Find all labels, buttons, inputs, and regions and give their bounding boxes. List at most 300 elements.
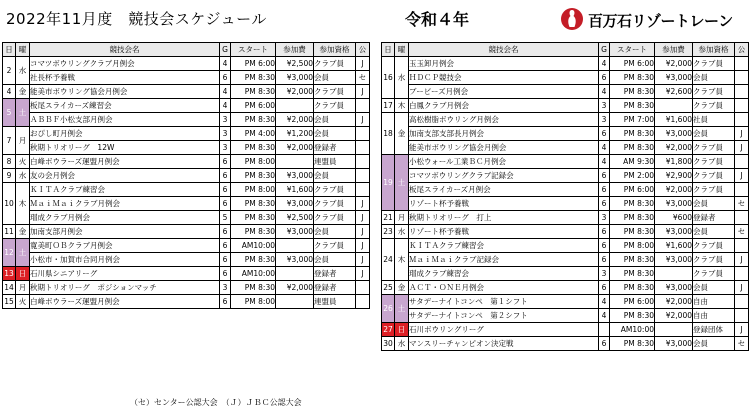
table-row — [382, 225, 749, 239]
table-row — [382, 323, 749, 337]
table-row — [382, 211, 749, 225]
official-mark-cell — [356, 169, 370, 183]
official-mark-cell — [356, 295, 370, 309]
event-name-cell: マンスリーチャンピオン決定戦 — [409, 337, 599, 351]
day-cell: 26 — [382, 295, 395, 323]
table-row — [382, 99, 749, 113]
table-row — [382, 253, 749, 267]
games-cell: 4 — [599, 295, 610, 309]
header — [0, 0, 750, 40]
qualification-cell: クラブ員 — [693, 99, 735, 113]
table-row — [382, 267, 749, 281]
event-name-cell: リゾート杯予養戦 — [409, 197, 599, 211]
table-row — [3, 99, 370, 113]
fee-cell: ¥3,000 — [276, 225, 314, 239]
start-time-cell: PM 8:30 — [610, 225, 655, 239]
start-time-cell: PM 8:30 — [231, 141, 276, 155]
qualification-cell: クラブ員 — [693, 85, 735, 99]
col-header-fee: 参加費 — [655, 43, 693, 57]
event-name-cell: リゾート杯予養戦 — [409, 225, 599, 239]
event-name-cell: ＫＩＴＡクラブ練習会 — [30, 183, 220, 197]
weekday-cell: 水 — [16, 57, 30, 85]
fee-cell: ¥3,000 — [276, 169, 314, 183]
fee-cell — [276, 99, 314, 113]
fee-cell: ¥1,200 — [276, 127, 314, 141]
fee-cell: ¥3,000 — [655, 281, 693, 295]
table-row — [3, 57, 370, 71]
fee-cell: ¥2,000 — [276, 141, 314, 155]
table-row — [3, 239, 370, 253]
games-cell: 4 — [220, 99, 231, 113]
table-row — [3, 155, 370, 169]
games-cell: 3 — [599, 267, 610, 281]
fee-cell: ¥3,000 — [655, 253, 693, 267]
official-mark-cell — [735, 295, 749, 309]
day-cell: 30 — [382, 337, 395, 351]
qualification-cell: 会員 — [314, 113, 356, 127]
col-header-games: G — [599, 43, 610, 57]
qualification-cell: 会員 — [314, 253, 356, 267]
start-time-cell: PM 6:00 — [231, 99, 276, 113]
fee-cell: ¥1,600 — [655, 239, 693, 253]
fee-cell: ¥2,600 — [655, 85, 693, 99]
official-mark-cell: J — [735, 169, 749, 183]
start-time-cell: PM 4:00 — [231, 127, 276, 141]
col-header-event: 競技会名 — [409, 43, 599, 57]
table-row — [382, 309, 749, 323]
table-row — [3, 211, 370, 225]
start-time-cell: PM 8:00 — [231, 155, 276, 169]
day-cell: 16 — [382, 57, 395, 99]
weekday-cell: 水 — [395, 337, 409, 351]
fee-cell — [655, 99, 693, 113]
official-mark-cell — [735, 113, 749, 127]
event-name-cell: コマツボウリングクラブ月例会 — [30, 57, 220, 71]
qualification-cell: 登録団体 — [693, 323, 735, 337]
fee-cell — [276, 295, 314, 309]
fee-cell: ¥2,000 — [276, 113, 314, 127]
weekday-cell: 金 — [395, 113, 409, 155]
page-title: 2022年11月度 競技会スケジュール — [6, 10, 267, 28]
qualification-cell: 会員 — [314, 169, 356, 183]
official-mark-cell: J — [735, 323, 749, 337]
table-row — [3, 169, 370, 183]
qualification-cell: 自由 — [693, 295, 735, 309]
event-name-cell: サタデーナイトコンペ 第１シフト — [409, 295, 599, 309]
games-cell: 3 — [599, 113, 610, 127]
official-mark-cell — [735, 309, 749, 323]
official-mark-cell — [735, 85, 749, 99]
event-name-cell: 加南支部月例会 — [30, 225, 220, 239]
qualification-cell: クラブ員 — [693, 141, 735, 155]
official-mark-cell — [735, 99, 749, 113]
fee-cell: ¥2,500 — [276, 57, 314, 71]
qualification-cell: 登録者 — [314, 281, 356, 295]
day-cell: 21 — [382, 211, 395, 225]
event-name-cell: 小松ウォール工業ＢＣ月例会 — [409, 155, 599, 169]
official-mark-cell — [735, 71, 749, 85]
games-cell: 4 — [599, 309, 610, 323]
official-mark-cell: セ — [735, 197, 749, 211]
start-time-cell: PM 8:00 — [231, 183, 276, 197]
weekday-cell: 水 — [395, 57, 409, 99]
official-mark-cell: セ — [735, 337, 749, 351]
qualification-cell: 会員 — [693, 225, 735, 239]
qualification-cell: 会員 — [693, 281, 735, 295]
games-cell: 6 — [220, 197, 231, 211]
table-row — [3, 85, 370, 99]
official-mark-cell: J — [356, 211, 370, 225]
games-cell: 4 — [220, 85, 231, 99]
col-header-start: スタート — [610, 43, 655, 57]
era-label: 令和４年 — [405, 10, 470, 29]
start-time-cell: PM 7:00 — [610, 113, 655, 127]
weekday-cell: 月 — [395, 211, 409, 225]
qualification-cell: 会員 — [693, 71, 735, 85]
start-time-cell: PM 8:30 — [610, 267, 655, 281]
official-mark-cell: J — [356, 197, 370, 211]
start-time-cell: PM 6:00 — [610, 183, 655, 197]
qualification-cell: クラブ員 — [693, 155, 735, 169]
fee-cell — [276, 239, 314, 253]
qualification-cell: 会員 — [693, 127, 735, 141]
fee-cell — [276, 267, 314, 281]
table-row — [3, 253, 370, 267]
official-mark-cell: J — [356, 113, 370, 127]
qualification-cell: 会員 — [693, 337, 735, 351]
event-name-cell: ブービーズ月例会 — [409, 85, 599, 99]
start-time-cell: PM 8:00 — [231, 295, 276, 309]
logo-text: 百万石リゾートレーン — [588, 12, 733, 30]
start-time-cell: AM10:00 — [610, 323, 655, 337]
weekday-cell: 土 — [16, 99, 30, 127]
start-time-cell: AM10:00 — [231, 267, 276, 281]
event-name-cell: 能美市ボウリング協会月例会 — [409, 141, 599, 155]
games-cell: 4 — [220, 57, 231, 71]
fee-cell: ¥3,000 — [655, 71, 693, 85]
event-name-cell: 板尾スライカーズ月例会 — [409, 183, 599, 197]
qualification-cell: クラブ員 — [314, 85, 356, 99]
event-name-cell: ＡＣＴ・ＯＮＥ月例会 — [409, 281, 599, 295]
weekday-cell: 土 — [16, 239, 30, 267]
event-name-cell: ＭａｉＭａｉクラブ記録会 — [409, 253, 599, 267]
day-cell: 2 — [3, 57, 16, 85]
games-cell — [599, 323, 610, 337]
official-mark-cell — [735, 183, 749, 197]
start-time-cell: PM 8:30 — [610, 281, 655, 295]
qualification-cell: 登録者 — [314, 267, 356, 281]
fee-cell — [276, 155, 314, 169]
qualification-cell: クラブ員 — [693, 239, 735, 253]
fee-cell: ¥2,000 — [655, 295, 693, 309]
day-cell: 5 — [3, 99, 16, 127]
col-header-start: スタート — [231, 43, 276, 57]
start-time-cell: PM 8:30 — [231, 197, 276, 211]
fee-cell — [655, 267, 693, 281]
table-row — [382, 295, 749, 309]
start-time-cell: AM 9:30 — [610, 155, 655, 169]
games-cell: 4 — [599, 155, 610, 169]
day-cell: 8 — [3, 155, 16, 169]
official-mark-cell: J — [356, 253, 370, 267]
official-mark-cell — [356, 127, 370, 141]
event-name-cell: 寛美町ＯＢクラブ月例会 — [30, 239, 220, 253]
official-mark-cell: セ — [356, 71, 370, 85]
schedule-rows-left — [3, 57, 370, 309]
event-name-cell: 小松市・加賀市合同月例会 — [30, 253, 220, 267]
event-name-cell: 秋期トリオリーグ 打上 — [409, 211, 599, 225]
table-row — [3, 141, 370, 155]
games-cell: 5 — [220, 211, 231, 225]
games-cell: 3 — [220, 281, 231, 295]
weekday-cell: 金 — [16, 85, 30, 99]
fee-cell: ¥3,000 — [276, 253, 314, 267]
footer-note: （セ）センター公認大会 （Ｊ）ＪＢＣ公認大会 — [130, 398, 302, 407]
fee-cell: ¥2,000 — [276, 281, 314, 295]
fee-cell: ¥2,000 — [276, 85, 314, 99]
official-mark-cell — [356, 183, 370, 197]
weekday-cell: 日 — [395, 323, 409, 337]
qualification-cell: クラブ員 — [693, 183, 735, 197]
fee-cell: ¥2,000 — [655, 57, 693, 71]
table-row — [3, 127, 370, 141]
event-name-cell: ＨＤＣＰ競技会 — [409, 71, 599, 85]
day-cell: 25 — [382, 281, 395, 295]
games-cell: 6 — [220, 169, 231, 183]
official-mark-cell — [735, 239, 749, 253]
col-header-event: 競技会名 — [30, 43, 220, 57]
games-cell: 3 — [599, 99, 610, 113]
event-name-cell: 加南支部支部長月例会 — [409, 127, 599, 141]
games-cell: 6 — [220, 225, 231, 239]
col-header-games: G — [220, 43, 231, 57]
official-mark-cell — [356, 141, 370, 155]
qualification-cell: クラブ員 — [314, 239, 356, 253]
start-time-cell: PM 8:30 — [610, 71, 655, 85]
table-row — [3, 71, 370, 85]
table-row — [3, 225, 370, 239]
table-row — [382, 239, 749, 253]
qualification-cell: 自由 — [693, 309, 735, 323]
col-header-weekday: 曜 — [16, 43, 30, 57]
weekday-cell: 木 — [395, 239, 409, 281]
games-cell: 3 — [220, 113, 231, 127]
event-name-cell: 秋期トリオリーグ ポジションマッチ — [30, 281, 220, 295]
event-name-cell: 玉玉卸月例会 — [409, 57, 599, 71]
col-header-official: 公 — [356, 43, 370, 57]
start-time-cell: PM 2:00 — [610, 169, 655, 183]
official-mark-cell: J — [735, 253, 749, 267]
games-cell: 6 — [599, 183, 610, 197]
weekday-cell: 月 — [16, 281, 30, 295]
table-row — [3, 183, 370, 197]
start-time-cell: PM 6:00 — [610, 295, 655, 309]
table-row — [382, 281, 749, 295]
day-cell: 12 — [3, 239, 16, 267]
start-time-cell: PM 8:30 — [610, 99, 655, 113]
weekday-cell: 金 — [16, 225, 30, 239]
event-name-cell: 秋期トリオリーグ 12W — [30, 141, 220, 155]
table-row — [382, 197, 749, 211]
table-row — [382, 183, 749, 197]
table-row — [382, 113, 749, 127]
qualification-cell: クラブ員 — [693, 57, 735, 71]
schedule-rows-right — [382, 57, 749, 351]
event-name-cell: 白峰ボウラーズ運盟月例会 — [30, 295, 220, 309]
table-row — [382, 141, 749, 155]
qualification-cell: クラブ員 — [314, 99, 356, 113]
fee-cell: ¥2,000 — [655, 183, 693, 197]
weekday-cell: 木 — [395, 99, 409, 113]
event-name-cell: 板尾スライカーズ練習会 — [30, 99, 220, 113]
event-name-cell: 瑁成クラブ月例会 — [30, 211, 220, 225]
qualification-cell: 社員 — [693, 113, 735, 127]
official-mark-cell: J — [356, 225, 370, 239]
official-mark-cell: J — [735, 127, 749, 141]
weekday-cell: 水 — [395, 225, 409, 239]
qualification-cell: クラブ員 — [314, 197, 356, 211]
weekday-cell: 水 — [16, 169, 30, 183]
official-mark-cell: J — [735, 141, 749, 155]
event-name-cell: 石川県シニアリーグ — [30, 267, 220, 281]
games-cell: 6 — [599, 239, 610, 253]
qualification-cell: 会員 — [693, 197, 735, 211]
table-row — [382, 155, 749, 169]
start-time-cell: PM 8:30 — [610, 211, 655, 225]
start-time-cell: PM 8:30 — [610, 337, 655, 351]
fee-cell: ¥3,000 — [276, 71, 314, 85]
qualification-cell: クラブ員 — [693, 267, 735, 281]
day-cell: 11 — [3, 225, 16, 239]
fee-cell: ¥2,500 — [276, 211, 314, 225]
bowling-pin-icon — [560, 5, 584, 33]
fee-cell: ¥1,600 — [276, 183, 314, 197]
table-row — [382, 127, 749, 141]
qualification-cell: クラブ員 — [693, 169, 735, 183]
games-cell: 6 — [599, 253, 610, 267]
games-cell: 3 — [220, 141, 231, 155]
fee-cell: ¥3,000 — [655, 197, 693, 211]
event-name-cell: 白鳳クラブ月例会 — [409, 99, 599, 113]
start-time-cell: PM 8:30 — [610, 127, 655, 141]
official-mark-cell — [735, 57, 749, 71]
table-row — [3, 197, 370, 211]
schedule-table-right — [381, 42, 749, 351]
table-row — [3, 295, 370, 309]
fee-cell: ¥2,900 — [655, 169, 693, 183]
table-row — [382, 85, 749, 99]
start-time-cell: PM 8:30 — [231, 281, 276, 295]
qualification-cell: 連盟員 — [314, 155, 356, 169]
col-header-official: 公 — [735, 43, 749, 57]
start-time-cell: PM 8:30 — [610, 253, 655, 267]
event-name-cell: コマツボウリングクラブ記録会 — [409, 169, 599, 183]
official-mark-cell — [735, 155, 749, 169]
day-cell: 9 — [3, 169, 16, 183]
games-cell: 6 — [220, 253, 231, 267]
day-cell: 18 — [382, 113, 395, 155]
start-time-cell: PM 8:30 — [231, 225, 276, 239]
official-mark-cell — [356, 155, 370, 169]
table-row — [382, 337, 749, 351]
games-cell: 6 — [220, 183, 231, 197]
start-time-cell: PM 8:30 — [231, 71, 276, 85]
games-cell: 4 — [599, 141, 610, 155]
col-header-weekday: 曜 — [395, 43, 409, 57]
table-row — [3, 281, 370, 295]
table-row — [382, 57, 749, 71]
games-cell: 3 — [220, 127, 231, 141]
games-cell: 6 — [599, 337, 610, 351]
qualification-cell: 連盟員 — [314, 295, 356, 309]
weekday-cell: 火 — [16, 295, 30, 309]
official-mark-cell: セ — [735, 225, 749, 239]
col-header-day: 日 — [3, 43, 16, 57]
games-cell: 6 — [599, 281, 610, 295]
weekday-cell: 木 — [16, 183, 30, 225]
official-mark-cell — [735, 211, 749, 225]
weekday-cell: 月 — [16, 127, 30, 155]
weekday-cell: 金 — [395, 281, 409, 295]
official-mark-cell — [356, 281, 370, 295]
official-mark-cell: J — [356, 57, 370, 71]
table-row — [3, 113, 370, 127]
day-cell: 27 — [382, 323, 395, 337]
day-cell: 10 — [3, 183, 16, 225]
fee-cell: ¥3,000 — [655, 337, 693, 351]
qualification-cell: クラブ員 — [314, 57, 356, 71]
event-name-cell: 社長杯予養戦 — [30, 71, 220, 85]
qualification-cell: 会員 — [314, 225, 356, 239]
table-header-row — [3, 43, 370, 57]
col-header-qualification: 参加資格 — [693, 43, 735, 57]
fee-cell: ¥1,800 — [655, 155, 693, 169]
day-cell: 23 — [382, 225, 395, 239]
day-cell: 7 — [3, 127, 16, 155]
start-time-cell: PM 8:30 — [231, 85, 276, 99]
games-cell: 6 — [599, 127, 610, 141]
table-header-row — [382, 43, 749, 57]
col-header-fee: 参加費 — [276, 43, 314, 57]
games-cell: 6 — [220, 267, 231, 281]
games-cell: 4 — [599, 57, 610, 71]
fee-cell: ¥2,000 — [655, 309, 693, 323]
fee-cell: ¥1,600 — [655, 113, 693, 127]
day-cell: 19 — [382, 155, 395, 211]
day-cell: 13 — [3, 267, 16, 281]
start-time-cell: PM 6:00 — [610, 57, 655, 71]
day-cell: 17 — [382, 99, 395, 113]
official-mark-cell — [735, 267, 749, 281]
games-cell: 6 — [220, 155, 231, 169]
qualification-cell: 登録者 — [693, 211, 735, 225]
fee-cell — [655, 323, 693, 337]
start-time-cell: PM 8:00 — [610, 239, 655, 253]
table-row — [382, 169, 749, 183]
day-cell: 14 — [3, 281, 16, 295]
official-mark-cell: J — [356, 85, 370, 99]
qualification-cell: 会員 — [314, 127, 356, 141]
table-row — [382, 71, 749, 85]
games-cell: 6 — [220, 295, 231, 309]
fee-cell: ¥3,000 — [276, 197, 314, 211]
start-time-cell: PM 8:30 — [610, 141, 655, 155]
weekday-cell: 火 — [16, 155, 30, 169]
official-mark-cell: J — [735, 281, 749, 295]
qualification-cell: クラブ員 — [314, 183, 356, 197]
qualification-cell: 会員 — [314, 71, 356, 85]
qualification-cell: クラブ員 — [693, 253, 735, 267]
